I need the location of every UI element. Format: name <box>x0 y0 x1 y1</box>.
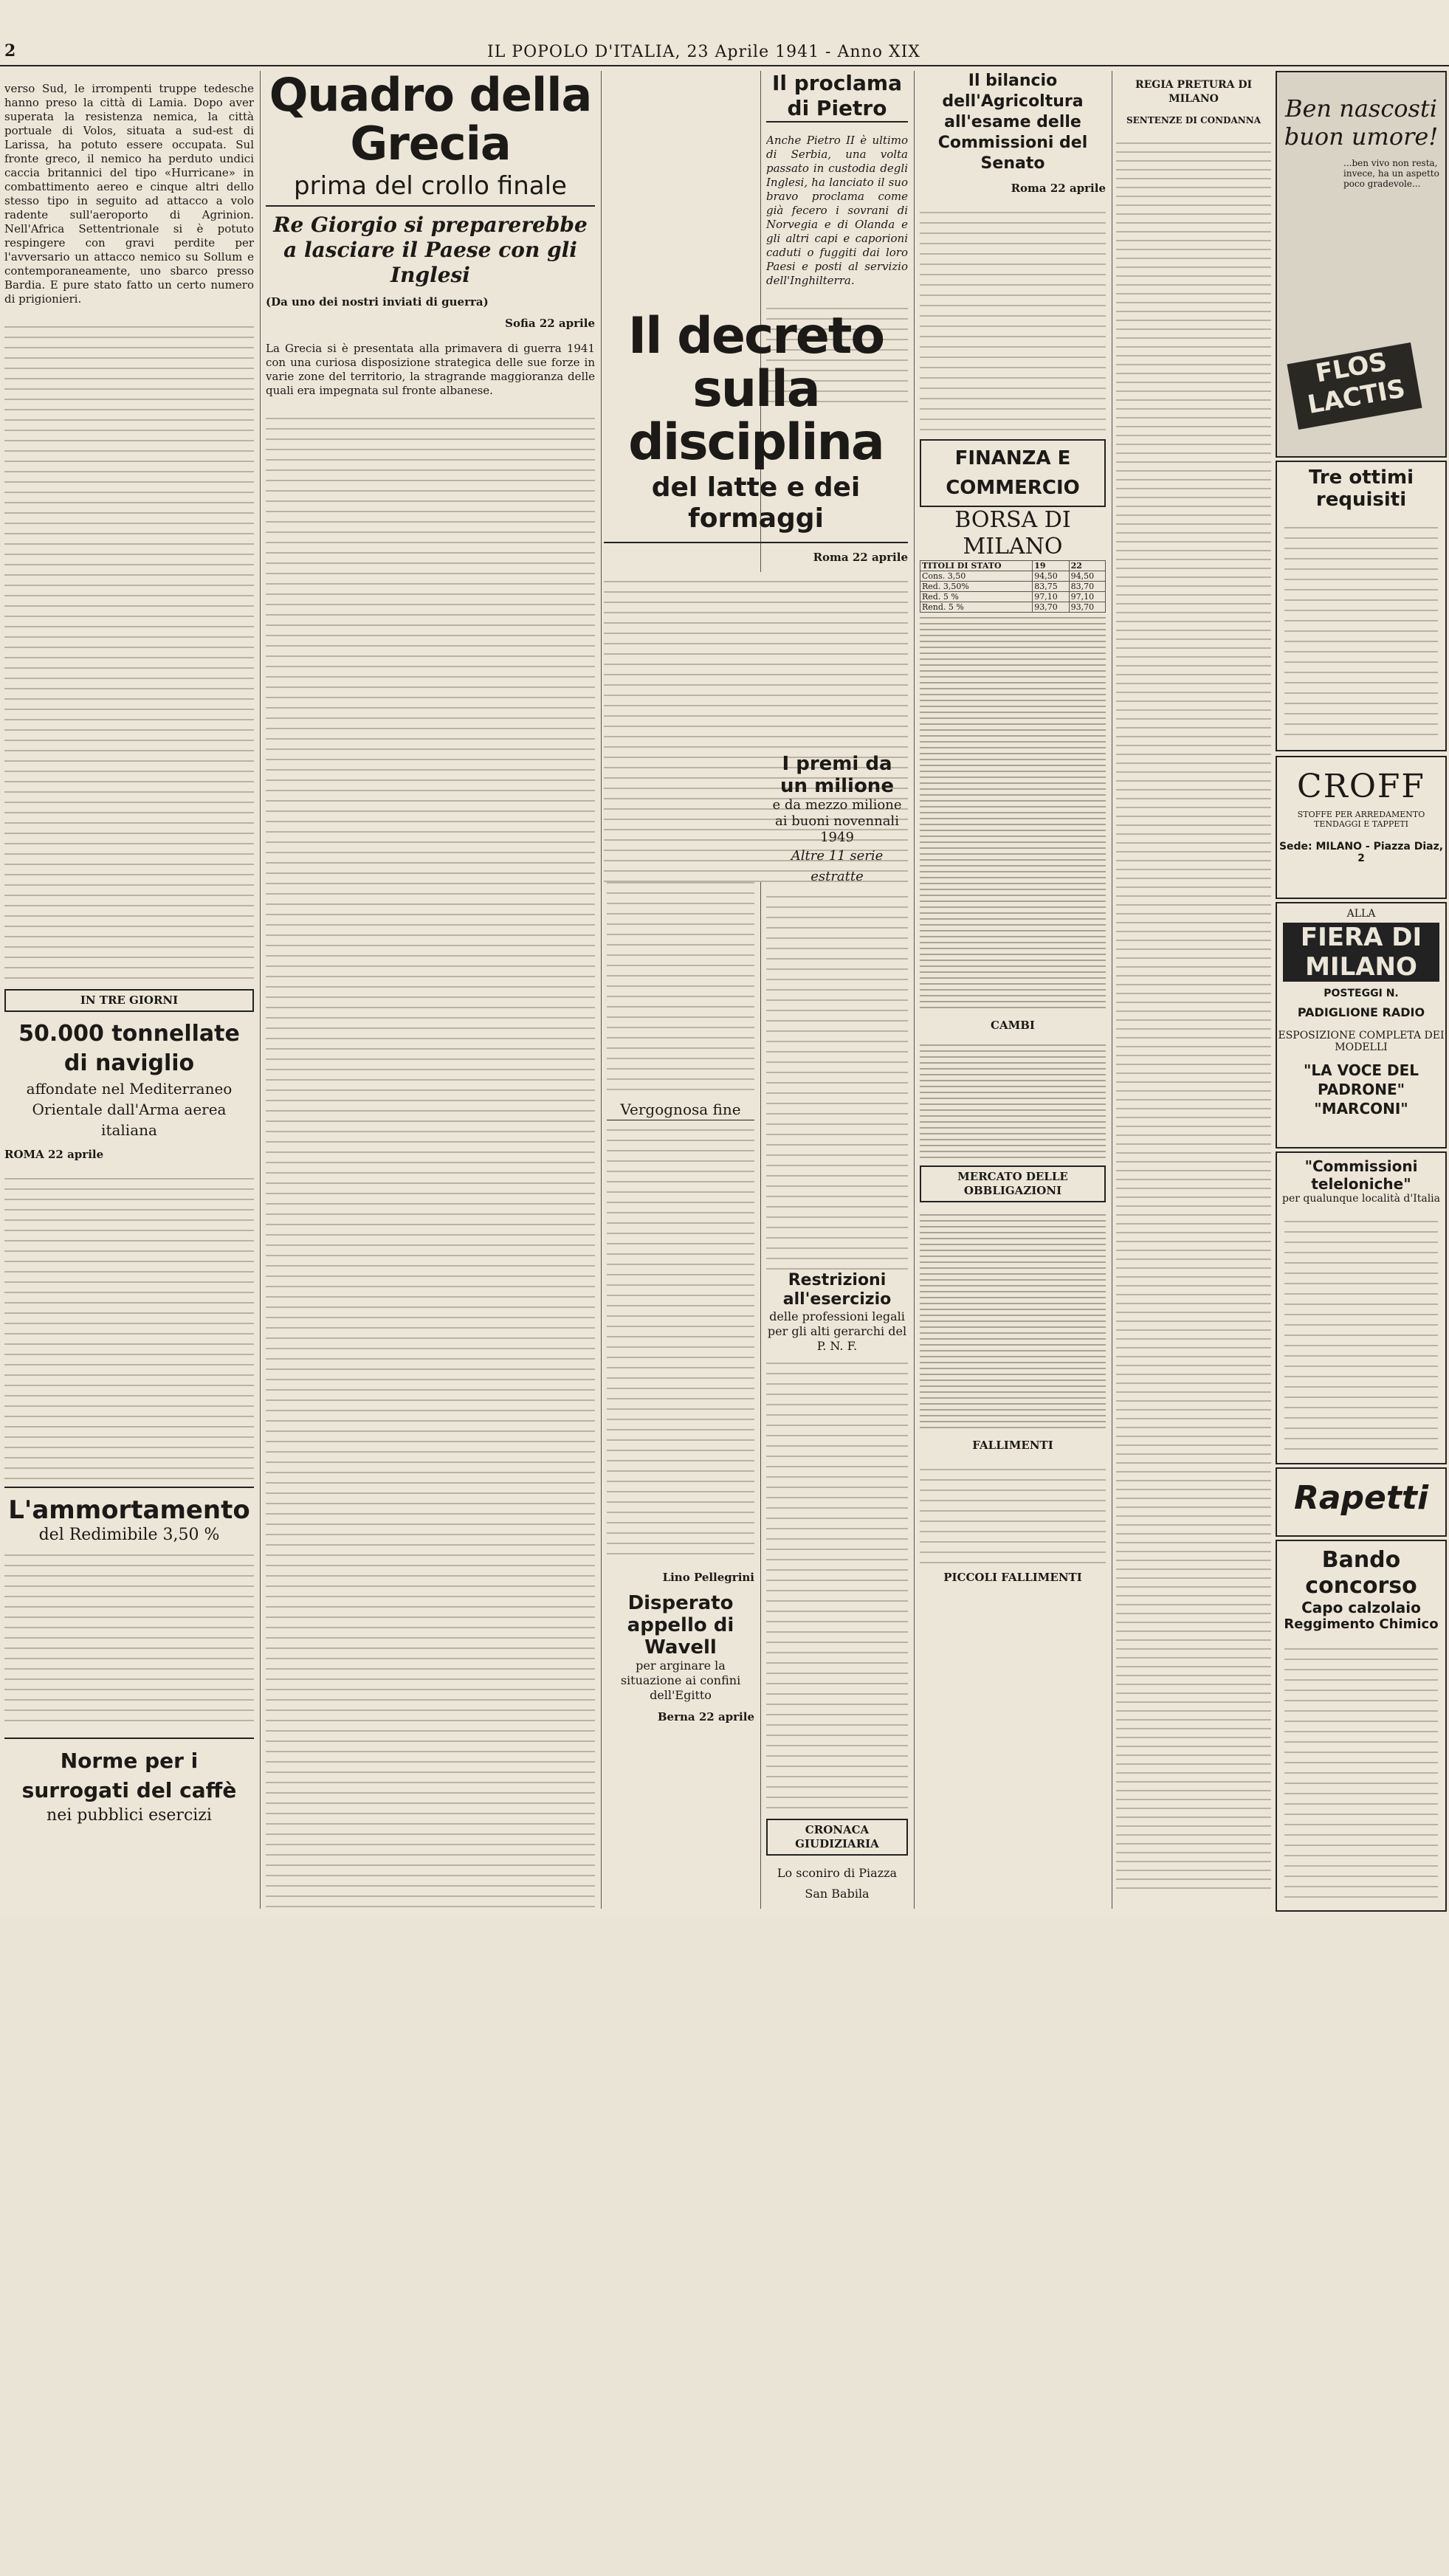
ad-script-text: Ben nascosti buon umore! <box>1284 94 1439 151</box>
column-4-premi <box>766 753 908 1904</box>
ad-subtitle: Capo calzolaio <box>1301 1599 1421 1616</box>
article-body-texture <box>4 317 254 982</box>
ad-headline: Tre ottimi requisiti <box>1308 466 1414 511</box>
section-headline: MERCATO DELLE OBBLIGAZIONI <box>920 1165 1106 1202</box>
headline: Il bilancio dell'Agricoltura all'esame delle Commissioni del Senato <box>937 72 1088 173</box>
section-headline: REGIA PRETURA DI MILANO <box>1135 79 1253 105</box>
dateline: ROMA 22 aprile <box>4 1148 104 1161</box>
section-headline: FALLIMENTI <box>972 1439 1053 1452</box>
ad-brand: Rapetti <box>1293 1479 1429 1517</box>
subheadline: e da mezzo milione ai buoni novennali 1949 <box>772 797 902 845</box>
headline: Norme per i surrogati del caffè <box>21 1749 237 1802</box>
page-number: 2 <box>4 41 16 61</box>
ad-brand: CROFF <box>1297 768 1425 805</box>
article-text: verso Sud, le irrompenti truppe tedesche hanno preso la città di Lamia. Dopo aver superata la resistenza nemica, la città portuale di Volos, situata a sud-est di Larissa, ha potuto essere occupata. Sul fronte greco, il nemico ha perduto undici caccia britannici del tipo «Hurricane» in combattimento aereo e cinque altri dello stesso tipo in seguito ad attacco a volo radente sull'aeroporto di Agrinion. Nell'Africa Settentrionale si è potuto respingere con gravi perdite per l'avversario un attacco nemico su Sollum e contemporaneamente, uno sbarco presso Bardia. E pure stato fatto un certo numero di prigionieri. <box>4 82 254 306</box>
headline: Restrizioni all'esercizio <box>782 1271 892 1309</box>
ad-body-texture <box>1284 1212 1438 1456</box>
article-body-texture <box>766 887 908 1271</box>
table-row: Red. 3,50% 83,75 83,70 <box>920 582 1106 592</box>
main-subheadline: prima del crollo finale <box>266 171 595 207</box>
ad-subtitle: Reggimento Chimico <box>1284 1616 1439 1632</box>
article-body-texture <box>266 409 595 1909</box>
divider <box>604 542 908 543</box>
main-headline: Quadro della Grecia <box>269 71 592 171</box>
divider <box>4 1487 254 1488</box>
article-text: La Grecia si è presentata alla primavera di guerra 1941 con una curiosa disposizione strategica delle sue forze in varie zone del territorio, la stragrande maggioranza delle quali era impegnata sul fronte albanese. <box>266 342 595 397</box>
ad-body-texture <box>1284 1639 1438 1905</box>
section-headline: CAMBI <box>991 1019 1035 1032</box>
headline: Lo sconiro di Piazza San Babila <box>777 1866 898 1901</box>
dateline: Roma 22 aprile <box>1011 182 1106 195</box>
ad-body-texture <box>1284 518 1438 740</box>
securities-table <box>920 560 1106 613</box>
signature: Lino Pellegrini <box>662 1571 754 1584</box>
subheadline: delle professioni legali per gli alti gerarchi del P. N. F. <box>767 1309 907 1353</box>
tre-requisiti-ad <box>1276 461 1447 751</box>
ad-subtitle: STOFFE PER ARREDAMENTO TENDAGGI E TAPPETI <box>1297 810 1425 829</box>
headline: Il proclama di Pietro <box>766 71 908 123</box>
ad-label: ESPOSIZIONE COMPLETA DEI MODELLI <box>1278 1030 1445 1053</box>
ad-headline: "Commissioni teleloniche" <box>1304 1157 1418 1193</box>
column-5 <box>920 71 1106 1909</box>
section-headline: PICCOLI FALLIMENTI <box>943 1571 1082 1584</box>
article-body-texture <box>4 1546 254 1730</box>
ad-headline: Bando concorso <box>1305 1547 1417 1599</box>
byline: (Da uno dei nostri inviati di guerra) <box>266 295 489 309</box>
table-row: Rend. 5 % 93,70 93,70 <box>920 602 1106 613</box>
column-rule <box>260 71 261 1909</box>
flos-lactis-logo: FLOS LACTIS <box>1287 342 1422 430</box>
section-subheadline: SENTENZE DI CONDANNA <box>1126 115 1262 125</box>
fiera-milano-ad <box>1276 902 1447 1148</box>
subheadline: nei pubblici esercizi <box>47 1806 212 1825</box>
croff-ad <box>1276 756 1447 899</box>
section-label: CRONACA GIUDIZIARIA <box>766 1819 908 1856</box>
subheadline: del latte e dei formaggi <box>651 472 861 534</box>
column-2 <box>266 71 595 1909</box>
article-body-texture <box>4 1169 254 1479</box>
masthead <box>0 35 1449 66</box>
dateline: Sofia 22 aprile <box>505 317 595 330</box>
ad-address: Sede: MILANO - Piazza Diaz, 2 <box>1278 841 1444 864</box>
article-body-texture <box>920 1460 1106 1563</box>
ad-label: ALLA <box>1346 908 1376 920</box>
table-body-texture <box>920 613 1106 1011</box>
column-rule <box>601 71 602 1909</box>
masthead-title: IL POPOLO D'ITALIA, 23 Aprile 1941 - Anno XIX <box>487 43 920 61</box>
headline: 50.000 tonnellate di naviglio <box>18 1021 240 1076</box>
ad-subtitle: per qualunque località d'Italia <box>1281 1193 1441 1205</box>
commissioni-ad <box>1276 1151 1447 1464</box>
column-3 <box>607 738 754 2576</box>
column-rule <box>914 71 915 1909</box>
divider <box>4 1738 254 1739</box>
subheadline: affondate nel Mediterraneo Orientale dall'Arma aerea italiana <box>26 1080 233 1139</box>
headline: I premi da un milione <box>780 753 894 797</box>
ad-label: POSTEGGI N. <box>1324 988 1399 999</box>
kicker: Re Giorgio si preparerebbe a lasciare il Paese con gli Inglesi <box>273 213 588 287</box>
table-row: Cons. 3,50 94,50 94,50 <box>920 571 1106 582</box>
section-headline: Vergognosa fine <box>607 1099 754 1120</box>
section-banner: FINANZA E COMMERCIO <box>920 439 1106 507</box>
article-body-texture <box>920 203 1106 439</box>
headline: Disperato appello di Wavell <box>627 1592 734 1659</box>
dateline: Roma 22 aprile <box>813 551 908 564</box>
article-body-texture <box>607 1120 754 1563</box>
ad-tagline: ...ben vivo non resta, invece, ha un aspetto poco gradevole... <box>1343 158 1439 189</box>
table-row: Red. 5 % 97,10 97,10 <box>920 592 1106 602</box>
ad-brand: "LA VOCE DEL PADRONE" "MARCONI" <box>1303 1061 1419 1117</box>
article-body-texture <box>766 1354 908 1811</box>
table-header: 22 <box>1069 561 1105 571</box>
headline: L'ammortamento <box>8 1495 250 1525</box>
headline: Il decreto sulla disciplina <box>627 310 884 472</box>
flos-lactis-ad <box>1276 71 1447 458</box>
table-header: TITOLI DI STATO <box>920 561 1033 571</box>
table-body-texture <box>920 1210 1106 1431</box>
table-header: 19 <box>1033 561 1069 571</box>
rapetti-ad <box>1276 1467 1447 1537</box>
ad-headline: FIERA DI MILANO <box>1283 923 1439 982</box>
article-text: Anche Pietro II è ultimo di Serbia, una volta passato in custodia degli Inglesi, ha lanciato il suo bravo proclama come già fecero i sovrani di Norvegia e di Olanda e gli altri capi e caporioni caduti o fuggiti dai loro Paesi e posti al servizio dell'Inghilterra. <box>766 134 908 287</box>
bando-concorso-ad <box>1276 1540 1447 1912</box>
column-1 <box>4 71 254 1909</box>
table-body-texture <box>920 1040 1106 1158</box>
subheadline: del Redimibile 3,50 % <box>38 1526 220 1544</box>
subheadline: per arginare la situazione ai confini dell'Egitto <box>620 1659 741 1702</box>
dateline: Berna 22 aprile <box>657 1710 754 1723</box>
ad-label: PADIGLIONE RADIO <box>1297 1005 1425 1019</box>
court-notices-texture <box>1116 135 1271 1892</box>
headline: BORSA DI MILANO <box>954 507 1071 559</box>
column-6 <box>1116 71 1271 1909</box>
section-label: IN TRE GIORNI <box>4 989 254 1012</box>
subheadline: Altre 11 serie estratte <box>791 848 884 884</box>
